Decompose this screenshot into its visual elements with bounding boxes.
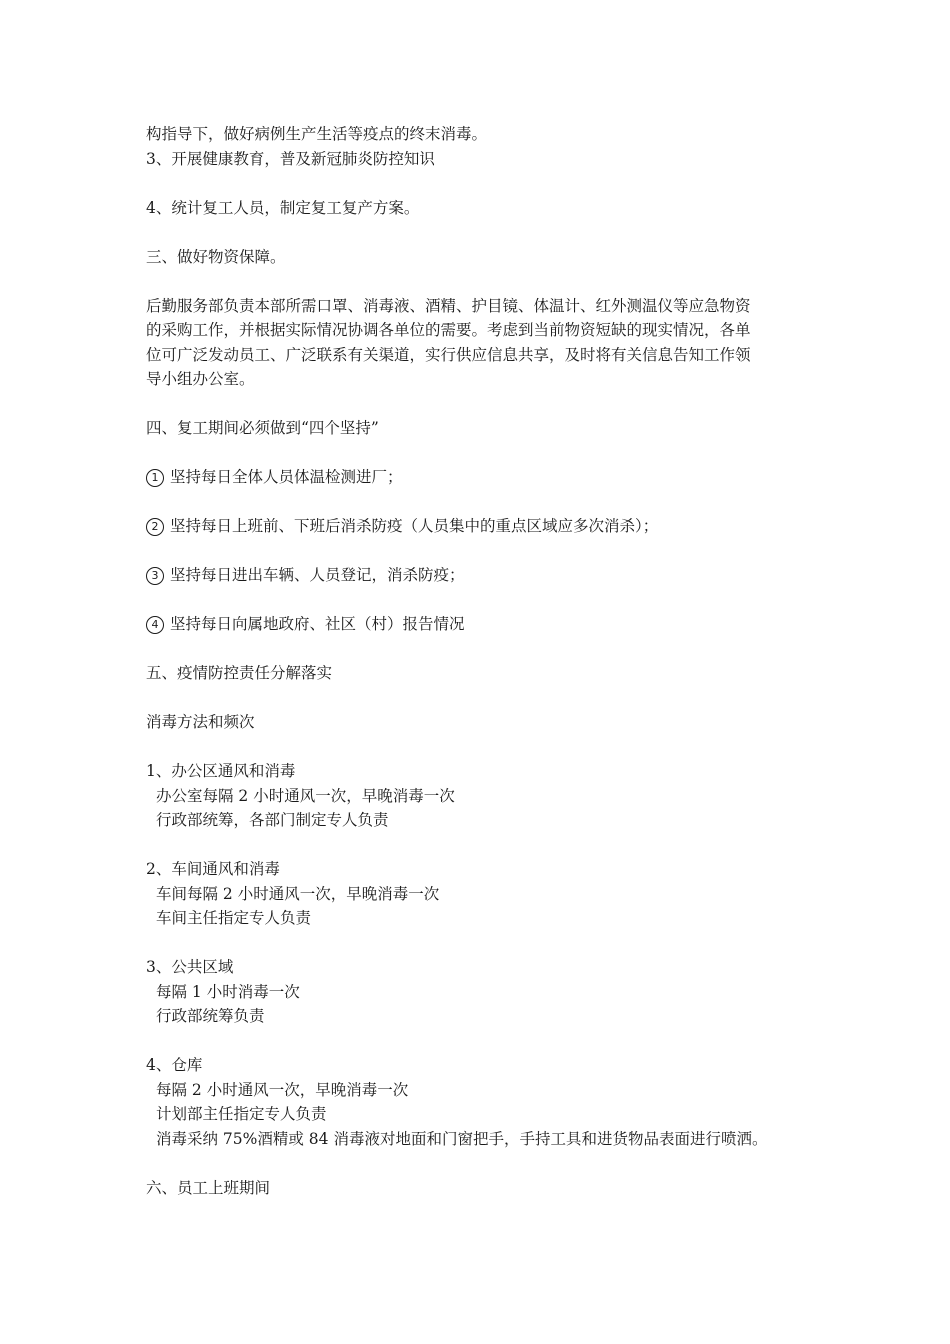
spacer bbox=[146, 588, 811, 613]
spacer bbox=[146, 539, 811, 564]
spacer bbox=[146, 220, 811, 245]
detail-line: 计划部主任指定专人负责 bbox=[156, 1105, 327, 1123]
spacer bbox=[146, 171, 811, 196]
list-item-text: 坚持每日进出车辆、人员登记，消杀防疫； bbox=[170, 566, 465, 584]
spacer bbox=[146, 931, 811, 956]
detail-line: 行政部统筹负责 bbox=[156, 1007, 265, 1025]
spacer bbox=[146, 686, 811, 711]
document-body bbox=[146, 122, 811, 1200]
list-item bbox=[146, 465, 811, 490]
list-item bbox=[146, 612, 811, 637]
spacer bbox=[146, 392, 811, 417]
paragraph-line: 位可广泛发动员工、广泛联系有关渠道，实行供应信息共享，及时将有关信息告知工作领 bbox=[146, 345, 751, 364]
spacer bbox=[146, 269, 811, 294]
paragraph-line: 导小组办公室。 bbox=[146, 370, 255, 388]
list-item-text: 坚持每日上班前、下班后消杀防疫（人员集中的重点区域应多次消杀）； bbox=[170, 517, 659, 535]
list-item: 2、车间通风和消毒 bbox=[146, 860, 280, 878]
section-heading: 三、做好物资保障。 bbox=[146, 247, 286, 266]
spacer bbox=[146, 490, 811, 515]
detail-line: 消毒采纳 75%酒精或 84 消毒液对地面和门窗把手，手持工具和进货物品表面进行喷洒。 bbox=[156, 1129, 768, 1148]
circled-number-icon: 3 bbox=[146, 567, 164, 585]
paragraph-line: 后勤服务部负责本部所需口罩、消毒液、酒精、护目镜、体温计、红外测温仪等应急物资 bbox=[146, 296, 751, 315]
detail-line: 每隔 2 小时通风一次，早晚消毒一次 bbox=[156, 1080, 409, 1099]
detail-line: 车间主任指定专人负责 bbox=[156, 909, 312, 927]
circled-number-icon: 1 bbox=[146, 469, 164, 487]
text-line: 构指导下，做好病例生产生活等疫点的终末消毒。 bbox=[146, 125, 488, 143]
spacer bbox=[146, 637, 811, 662]
detail-line: 办公室每隔 2 小时通风一次，早晚消毒一次 bbox=[156, 786, 455, 805]
spacer bbox=[146, 441, 811, 466]
list-item bbox=[146, 514, 811, 539]
list-item: 3、公共区域 bbox=[146, 958, 234, 976]
circled-number-icon: 4 bbox=[146, 616, 164, 634]
list-item: 3、开展健康教育，普及新冠肺炎防控知识 bbox=[146, 149, 435, 168]
paragraph-line: 的采购工作，并根据实际情况协调各单位的需要。考虑到当前物资短缺的现实情况，各单 bbox=[146, 321, 751, 339]
circled-number-icon: 2 bbox=[146, 518, 164, 536]
spacer bbox=[146, 833, 811, 858]
paragraph bbox=[146, 294, 811, 392]
detail-line: 车间每隔 2 小时通风一次，早晚消毒一次 bbox=[156, 884, 440, 903]
list-item-text: 坚持每日向属地政府、社区（村）报告情况 bbox=[170, 615, 465, 633]
section-heading: 六、员工上班期间 bbox=[146, 1178, 271, 1197]
spacer bbox=[146, 1151, 811, 1176]
detail-line: 每隔 1 小时消毒一次 bbox=[156, 982, 300, 1001]
subheading: 消毒方法和频次 bbox=[146, 713, 255, 731]
list-item: 4、仓库 bbox=[146, 1056, 203, 1074]
spacer bbox=[146, 1029, 811, 1054]
list-item: 4、统计复工人员，制定复工复产方案。 bbox=[146, 198, 420, 217]
list-item: 1、办公区通风和消毒 bbox=[146, 762, 296, 780]
section-heading: 五、疫情防控责任分解落实 bbox=[146, 664, 333, 682]
detail-line: 行政部统筹，各部门制定专人负责 bbox=[156, 811, 389, 829]
spacer bbox=[146, 735, 811, 760]
section-heading: 四、复工期间必须做到“四个坚持” bbox=[146, 419, 379, 437]
list-item bbox=[146, 563, 811, 588]
list-item-text: 坚持每日全体人员体温检测进厂； bbox=[170, 468, 403, 486]
